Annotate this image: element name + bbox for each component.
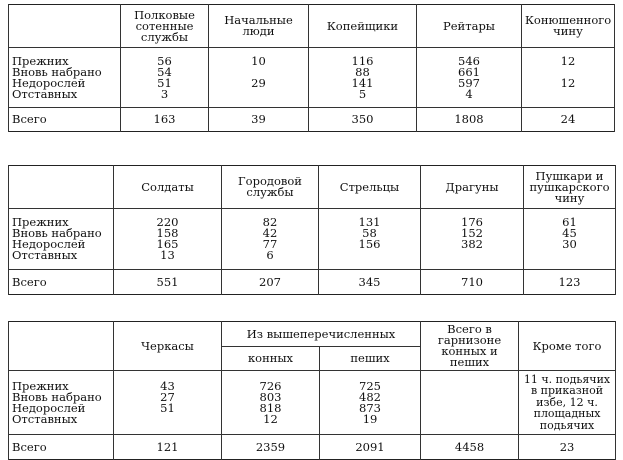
- t2-col-streltsy: [319, 209, 421, 270]
- t2-col-draguny: [421, 209, 524, 270]
- t1-total-cell: [417, 108, 522, 132]
- t3-col-peshih: [320, 371, 421, 435]
- cell-value: 803: [259, 389, 282, 404]
- cell-value: 51: [157, 75, 172, 90]
- cell-value: 10: [251, 53, 266, 68]
- cell-value: 176: [461, 215, 483, 229]
- t3-total-cell: [519, 435, 616, 460]
- table-1: [8, 4, 615, 132]
- total-label: Всего: [12, 439, 47, 454]
- total-value: 24: [560, 112, 576, 126]
- cell-value: [527, 250, 612, 261]
- total-value: 1808: [454, 112, 484, 126]
- t2-header-gorodovoy: Городовой службы: [222, 166, 319, 209]
- t1-header-nachalnye: Начальные люди: [209, 5, 309, 48]
- t3-total-cell: [421, 435, 519, 460]
- total-value: 39: [251, 112, 266, 126]
- t2-header-soldaty: Солдаты: [114, 166, 222, 209]
- row-label: Прежних: [12, 378, 69, 393]
- cell-value: 873: [359, 400, 381, 415]
- cell-value: 58: [362, 226, 377, 240]
- t3-header-corner: [9, 322, 114, 371]
- t1-row-labels: [9, 48, 121, 108]
- t2-body-row: [9, 209, 616, 270]
- row-label: Отставных: [12, 248, 78, 262]
- cell-value: 726: [259, 378, 282, 393]
- cell-value: 158: [156, 226, 179, 240]
- cell-value: 141: [351, 75, 374, 90]
- t1-total-label: [9, 108, 121, 132]
- row-label: Вновь набрано: [12, 389, 102, 404]
- t1-col-konyushennogo: [522, 48, 615, 108]
- cell-value: 220: [156, 215, 179, 229]
- cell-value: 54: [157, 64, 172, 79]
- t3-col-cherkasy: [114, 371, 222, 435]
- cell-value: [322, 250, 417, 261]
- t2-total-cell: [524, 270, 616, 295]
- t2-col-pushkari: [524, 209, 616, 270]
- cell-value: [117, 414, 218, 425]
- row-label: Вновь набрано: [12, 226, 102, 240]
- t3-body-row: [9, 371, 616, 435]
- row-label: Недорослей: [12, 400, 86, 415]
- cell-value: 116: [351, 53, 374, 68]
- t2-total-row: [9, 270, 616, 295]
- t3-header-konnyh: конных: [222, 347, 320, 371]
- cell-value: 45: [562, 226, 577, 240]
- t1-total-cell: [121, 108, 209, 132]
- cell-value: 29: [251, 75, 266, 90]
- total-value: 123: [558, 274, 581, 289]
- t3-total-label: [9, 435, 114, 460]
- cell-value: 42: [262, 226, 278, 240]
- t3-header-peshih: пеших: [320, 347, 421, 371]
- total-value: 710: [461, 274, 483, 289]
- t2-total-label: [9, 270, 114, 295]
- t3-col-konnyh: [222, 371, 320, 435]
- t2-header-corner: [9, 166, 114, 209]
- row-label: Недорослей: [12, 237, 86, 251]
- t3-total-cell: [222, 435, 320, 460]
- total-value: 207: [259, 274, 281, 289]
- cell-value: 4: [465, 86, 473, 101]
- total-value: 163: [153, 112, 176, 126]
- cell-value: 152: [461, 226, 483, 240]
- cell-value: 51: [160, 400, 175, 415]
- t3-total-row: [9, 435, 616, 460]
- t2-total-cell: [319, 270, 421, 295]
- cell-value: 12: [560, 53, 576, 68]
- t1-body-row: [9, 48, 615, 108]
- t2-total-cell: [222, 270, 319, 295]
- t3-krome-note: 11 ч. подьячих в приказной избе, 12 ч. площадных подьячих: [519, 371, 616, 435]
- total-value: 23: [559, 439, 575, 454]
- t2-header-pushkari: Пушкари и пушкарского чину: [524, 166, 616, 209]
- t1-header-reytary: Рейтары: [417, 5, 522, 48]
- cell-value: 482: [359, 389, 381, 404]
- t1-total-cell: [209, 108, 309, 132]
- cell-value: 131: [358, 215, 381, 229]
- table-2: [8, 165, 616, 295]
- total-value: 345: [358, 274, 381, 289]
- row-label: Вновь набрано: [12, 64, 102, 79]
- cell-value: [424, 250, 520, 261]
- cell-value: 725: [359, 378, 381, 393]
- t2-col-soldaty: [114, 209, 222, 270]
- t1-col-polkovye: [121, 48, 209, 108]
- cell-value: 30: [562, 237, 577, 251]
- t3-total-cell: [114, 435, 222, 460]
- total-value: 4458: [454, 439, 485, 454]
- cell-value: 19: [362, 411, 378, 426]
- t1-total-cell: [309, 108, 417, 132]
- t2-header-streltsy: Стрельцы: [319, 166, 421, 209]
- t3-header-krome: Кроме того: [519, 322, 616, 371]
- row-label: Недорослей: [12, 75, 86, 90]
- cell-value: 13: [160, 248, 175, 262]
- t2-row-labels: [9, 209, 114, 270]
- t1-header-corner: [9, 5, 121, 48]
- cell-value: [212, 89, 305, 100]
- total-label: Всего: [12, 112, 47, 126]
- total-value: 2091: [355, 439, 385, 454]
- t1-total-cell: [522, 108, 615, 132]
- t2-total-cell: [421, 270, 524, 295]
- row-label: Отставных: [12, 411, 78, 426]
- cell-value: 27: [160, 389, 175, 404]
- t3-header-cherkasy: Черкасы: [114, 322, 222, 371]
- cell-value: 3: [160, 86, 169, 101]
- row-label: Прежних: [12, 215, 69, 229]
- t1-col-reytary: [417, 48, 522, 108]
- cell-value: 546: [458, 53, 480, 68]
- t1-col-kopeyshchiki: [309, 48, 417, 108]
- t2-header-draguny: Драгуны: [421, 166, 524, 209]
- cell-value: 43: [160, 378, 175, 393]
- t1-total-row: [9, 108, 615, 132]
- t1-col-nachalnye: [209, 48, 309, 108]
- t1-header-polkovye: Полковые сотенные службы: [121, 5, 209, 48]
- t2-total-cell: [114, 270, 222, 295]
- row-label: Прежних: [12, 53, 69, 68]
- t3-header-group: Из вышеперечисленных: [222, 322, 421, 347]
- row-label: Отставных: [12, 86, 78, 101]
- t3-col-garrison: [421, 371, 519, 435]
- cell-value: 818: [259, 400, 282, 415]
- cell-value: 165: [156, 237, 179, 251]
- t1-header-kopeyshchiki: Копейщики: [309, 5, 417, 48]
- cell-value: 597: [458, 75, 480, 90]
- cell-value: 12: [560, 75, 576, 90]
- t3-header-garrison: Всего в гарнизоне конных и пеших: [421, 322, 519, 371]
- total-value: 121: [156, 439, 179, 454]
- cell-value: 56: [157, 53, 172, 68]
- cell-value: 12: [263, 411, 278, 426]
- cell-value: 88: [355, 64, 370, 79]
- cell-value: 5: [358, 86, 367, 101]
- cell-value: 82: [262, 215, 278, 229]
- cell-value: 6: [266, 248, 274, 262]
- total-value: 551: [156, 274, 179, 289]
- cell-value: [525, 89, 611, 100]
- cell-value: 61: [562, 215, 577, 229]
- total-value: 350: [351, 112, 374, 126]
- t3-total-cell: [320, 435, 421, 460]
- table-3: [8, 321, 616, 460]
- cell-value: 661: [458, 64, 480, 79]
- t1-header-konyushennogo: Конюшенного чину: [522, 5, 615, 48]
- t2-col-gorodovoy: [222, 209, 319, 270]
- total-value: 2359: [255, 439, 286, 454]
- t3-row-labels: [9, 371, 114, 435]
- cell-value: 156: [358, 237, 381, 251]
- cell-value: 382: [461, 237, 483, 251]
- cell-value: 77: [262, 237, 278, 251]
- total-label: Всего: [12, 274, 47, 289]
